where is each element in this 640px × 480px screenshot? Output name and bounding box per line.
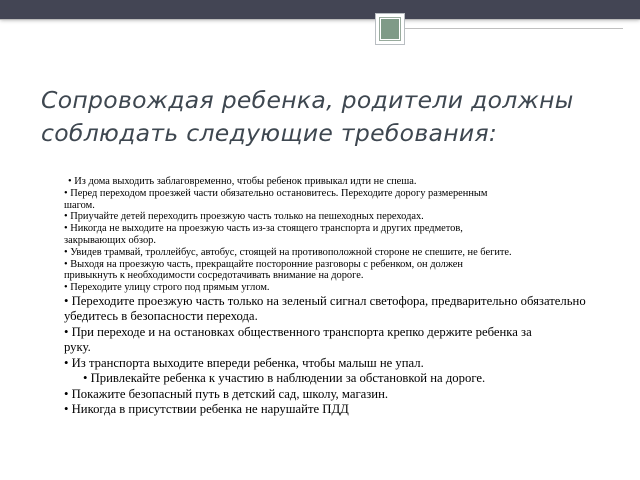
- rule-line: убедитесь в безопасности перехода.: [64, 309, 258, 324]
- rule-line: • Приучайте детей переходить проезжую часть только на пешеходных переходах.: [64, 211, 424, 223]
- rule-line: • Выходя на проезжую часть, прекращайте посторонние разговоры с ребенком, он должен: [64, 258, 463, 270]
- rule-line: руку.: [64, 340, 91, 355]
- rule-line: • Из транспорта выходите впереди ребенка, чтобы малыш не упал.: [64, 355, 424, 370]
- accent-divider-line: [405, 28, 623, 29]
- accent-square: [375, 13, 405, 45]
- rule-line: • Привлекайте ребенка к участию в наблюдении за обстановкой на дороге.: [83, 371, 486, 386]
- rule-line: • Переходите проезжую часть только на зеленый сигнал светофора, предварительно обязательно: [64, 293, 586, 308]
- rules-list: [64, 176, 624, 418]
- rule-line: • Из дома выходить заблаговременно, чтобы ребенок привыкал идти не спеша.: [68, 176, 417, 187]
- rule-line: • Никогда не выходите на проезжую часть из-за стоящего транспорта и других предметов,: [64, 223, 463, 235]
- rule-line: закрывающих обзор.: [64, 234, 156, 246]
- rule-line: • Никогда в присутствии ребенка не нарушайте ПДД: [64, 402, 349, 417]
- top-divider-line: [0, 19, 640, 20]
- rule-line: • Переходите улицу строго под прямым углом.: [64, 282, 270, 294]
- rule-line: • Покажите безопасный путь в детский сад, школу, магазин.: [64, 386, 389, 401]
- rule-line: шагом.: [64, 199, 95, 211]
- rule-line: • Увидев трамвай, троллейбус, автобус, стоящей на противоположной стороне не спешите, не бегите.: [64, 246, 512, 258]
- top-decorative-bar: [0, 0, 640, 19]
- rule-line: привыкнуть к необходимости сосредотачивать внимание на дороге.: [64, 270, 364, 282]
- accent-square-inner: [380, 18, 400, 40]
- rule-line: • При переходе и на остановках общественного транспорта крепко держите ребенка за: [64, 324, 532, 339]
- rule-line: • Перед переходом проезжей части обязательно остановитесь. Переходите дорогу размеренным: [64, 187, 488, 199]
- slide-title: Сопровождая ребенка, родители должны соблюдать следующие требования:: [41, 86, 574, 147]
